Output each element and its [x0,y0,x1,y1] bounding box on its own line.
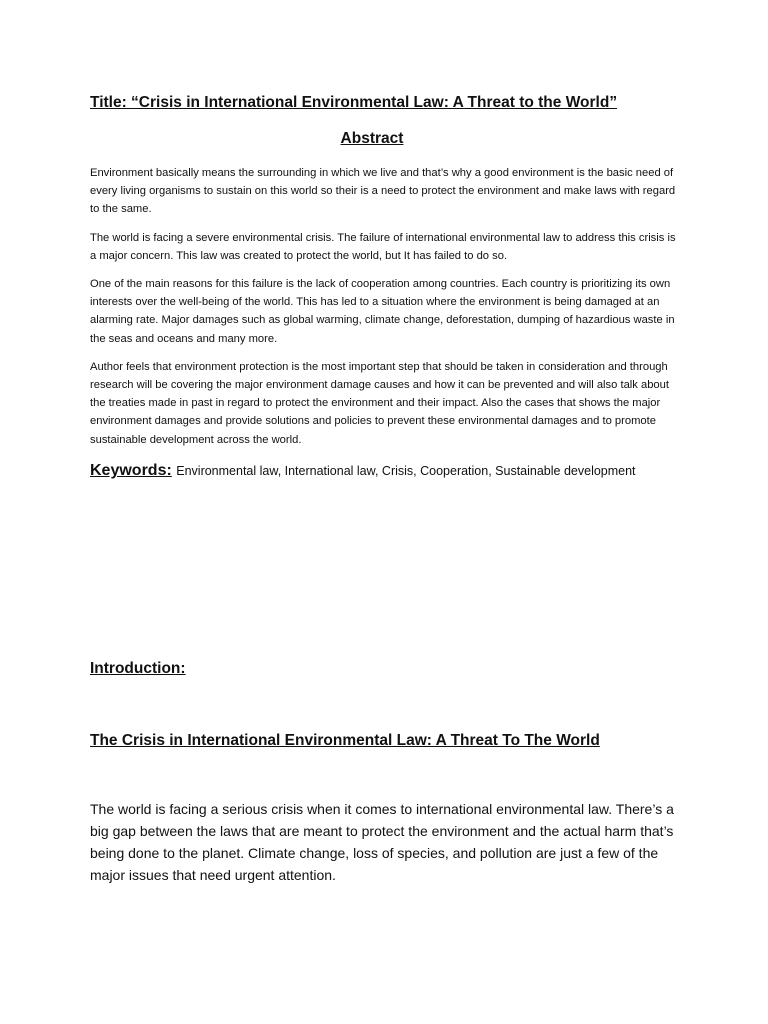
abstract-heading: Abstract [340,130,404,147]
introduction-heading: Introduction: [90,660,186,677]
title-text: : “Crisis in International Environmental Law: A Threat to the World” [121,94,618,111]
abstract-body [90,164,680,459]
section-heading: The Crisis in International Environmental Law: A Threat To The World [90,732,600,749]
abstract-paragraph: One of the main reasons for this failure is the lack of cooperation among countries. Each country is prioritizing its own interests over the well-being of the world. This has led to a situation where the environment is being damaged at an alarming rate. Major damages such as global warming, climate change, deforestation, dumping of hazardious waste in the seas and oceans and many more. [90,278,675,345]
abstract-paragraph: The world is facing a severe environmental crisis. The failure of international environmental law to address this crisis is a major concern. This law was created to protect the world, but It has failed to do so. [90,231,676,262]
keywords-label: Keywords: [90,462,172,479]
document-title [90,94,690,112]
abstract-paragraph: Author feels that environment protection is the most important step that should be taken in consideration and through research will be covering the major environment damage causes and how it can be prevented and will also talk about the treaties made in past in regard to protect the environment and their impact. Also the cases that shows the major environment damages and provide solutions and policies to prevent these environmental damages and to promote sustainable development across the world. [90,360,669,446]
keywords-text: Environmental law, International law, Crisis, Cooperation, Sustainable development [176,464,636,478]
section-paragraph: The world is facing a serious crisis when it comes to international environmental law. There’s a big gap between the laws that are meant to protect the environment and the actual harm that’s being done to the planet. Climate change, loss of species, and pollution are just a few of the major issues that need urgent attention. [90,801,674,883]
keywords-line [90,462,690,480]
abstract-paragraph: Environment basically means the surrounding in which we live and that’s why a good environment is the basic need of every living organisms to sustain on this world so their is a need to protect the environment and make laws with regard to the same. [90,167,676,216]
title-label: Title [90,94,122,111]
